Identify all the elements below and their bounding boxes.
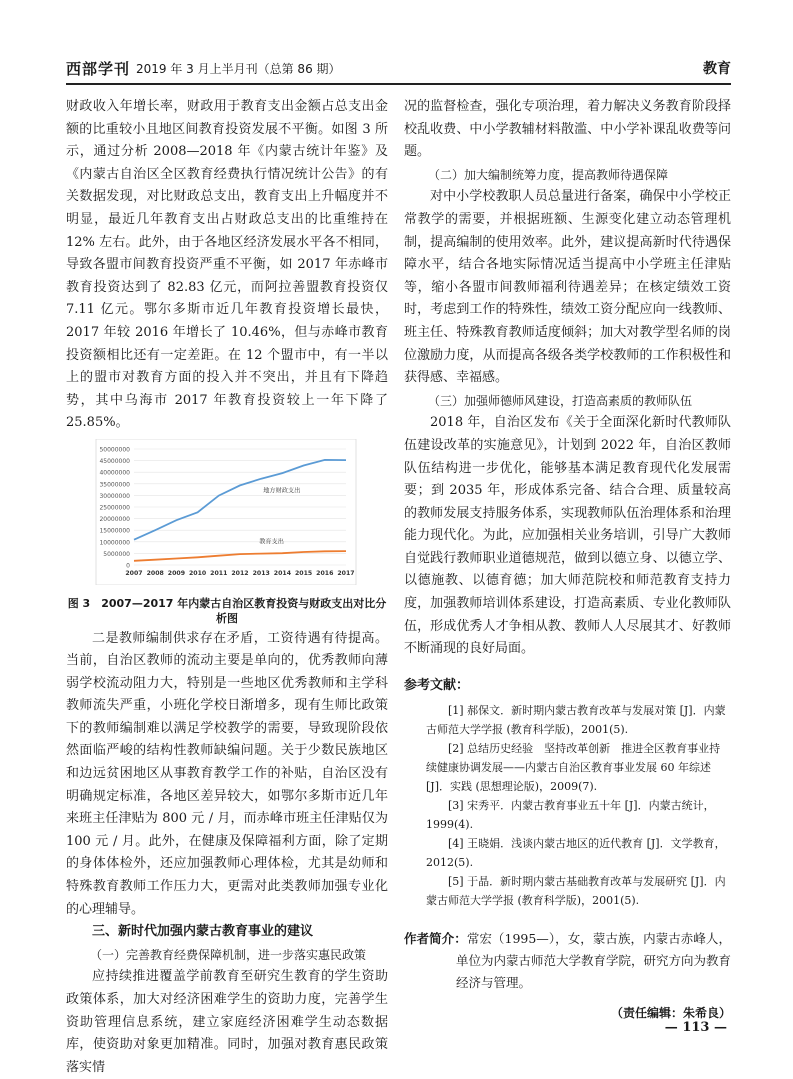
reference-item: [5] 于晶．新时期内蒙古基础教育改革与发展研究 [J]．内蒙古师范大学学报 (教育科学版)，2001(5).	[426, 875, 726, 908]
left-column	[66, 96, 388, 1079]
subsection-heading: （三）加强师德师风建设，打造高素质的教师队伍	[428, 393, 693, 408]
paragraph: 财政收入年增长率，财政用于教育支出金额占总支出金额的比重较小且地区间教育投资发展不平衡。如图 3 所示，通过分析 2008—2018 年《内蒙古统计年鉴》及《内蒙古自治区全区教育经费执行情况统计公告》的有关数据发现，对比财政总支出，教育支出上升幅度并不明显，最近几年教育支出占财政总支出的比重维持在 12% 左右。此外，由于各地区经济发展水平各不相同，导致各盟市间教育投资严重不平衡，如 2017 年赤峰市教育投资达到了 82.83 亿元，而阿拉善盟教育投资仅 7.11 亿元。鄂尔多斯市近几年教育投资增长最快，2017 年较 2016 年增长了 10.46%，但与赤峰市教育投资额相比还有一定差距。在 12 个盟市中，有一半以上的盟市对教育方面的投入并不突出，并且有下降趋势，其中乌海市 2017 年教育投资较上一年下降了 25.85%。	[66, 99, 388, 431]
x-tick-label: 2015	[294, 569, 313, 577]
y-tick-label: 30000000	[99, 492, 130, 500]
paragraph: 对中小学校教职人员总量进行备案，确保中小学校正常教学的需要，并根据班额、生源变化建立动态管理机制，提高编制的使用效率。此外，建议提高新时代待遇保障水平，结合各地实际情况适当提高中小学班主任津贴等，缩小各盟市间教师福利待遇差异；在核定绩效工资时，考虑到工作的特殊性，绩效工资分配应向一线教师、班主任、特殊教育教师适度倾斜；加大对教学型名师的岗位激励力度，从而提高各级各类学校教师的工作积极性和获得感、幸福感。	[404, 189, 731, 386]
reference-item: [4] 王晓娟．浅谈内蒙古地区的近代教育 [J]．文学教育，2012(5).	[426, 837, 726, 870]
reference-item: [3] 宋秀平．内蒙古教育事业五十年 [J]．内蒙古统计，1999(4).	[426, 799, 715, 832]
y-tick-label: 0	[126, 562, 130, 570]
page-number: — 113 —	[664, 1020, 727, 1035]
references-list	[404, 701, 731, 910]
y-tick-label: 20000000	[99, 516, 130, 524]
subsection-heading: （一）完善教育经费保障机制，进一步落实惠民政策	[90, 947, 367, 962]
y-tick-label: 45000000	[99, 458, 130, 466]
x-tick-label: 2007	[125, 569, 143, 577]
y-tick-label: 40000000	[99, 469, 130, 477]
series-label: 地方财政支出	[263, 487, 301, 495]
series-label: 教育支出	[259, 538, 284, 546]
x-tick-label: 2016	[316, 569, 334, 577]
references-title: 参考文献：	[404, 677, 470, 693]
y-tick-label: 35000000	[99, 481, 130, 489]
x-tick-label: 2017	[337, 569, 355, 577]
paragraph: 应持续推进覆盖学前教育至研究生教育的学生资助政策体系，加大对经济困难学生的资助力度，完善学生资助管理信息系统，建立家庭经济困难学生动态数据库，使资助对象更加精准。同时，加强对教育惠民政策落实情	[66, 969, 388, 1075]
x-tick-label: 2012	[231, 569, 249, 577]
x-tick-label: 2010	[188, 569, 207, 577]
x-tick-label: 2013	[252, 569, 270, 577]
header-rule	[66, 83, 731, 85]
y-tick-label: 5000000	[103, 550, 130, 558]
x-tick-label: 2008	[146, 569, 164, 577]
x-tick-label: 2014	[273, 569, 292, 577]
page-header	[66, 58, 731, 80]
author-bio-label: 作者简介：	[404, 931, 467, 947]
figure-caption: 图 3 2007—2017 年内蒙古自治区教育投资与财政支出对比分析图	[67, 596, 387, 625]
y-tick-label: 25000000	[99, 504, 130, 512]
author-bio	[404, 928, 731, 994]
line-chart	[66, 439, 388, 585]
section-heading: 三、新时代加强内蒙古教育事业的建议	[92, 924, 314, 940]
reference-item: [2] 总结历史经验 坚持改革创新 推进全区教育事业持续健康协调发展——内蒙古自治区教育事业发展 60 年综述 [J]．实践 (思想理论版)，2009(7).	[426, 742, 721, 794]
section-name: 教育	[703, 61, 731, 77]
paragraph: 况的监督检查，强化专项治理，着力解决义务教育阶段择校乱收费、中小学教辅材料散滥、中小学补课乱收费等问题。	[404, 99, 731, 160]
paragraph: 二是教师编制供求存在矛盾，工资待遇有待提高。当前，自治区教师的流动主要是单向的，优秀教师向薄弱学校流动阻力大，特别是一些地区优秀教师和主学科教师流失严重，小班化学校日渐增多，现有生师比政策下的教师编制难以满足学校教学的需要，导致现阶段依然面临严峻的结构性教师缺编问题。关于少数民族地区和边远贫困地区从事教育教学工作的补贴，自治区没有明确规定标准，各地区差异较大，如鄂尔多斯市近几年来班主任津贴为 800 元 / 月，而赤峰市班主任津贴仅为 100 元 / 月。此外，在健康及保障福利方面，除了定期的身体体检外，还应加强教师心理体检，尤其是幼师和特殊教育教师工作压力大，更需对此类教师加强专业化的心理辅导。	[66, 630, 388, 917]
author-bio-text: 常宏（1995—），女，蒙古族，内蒙古赤峰人，单位为内蒙古师范大学教育学院，研究方向为教育经济与管理。	[456, 931, 732, 991]
paragraph: 2018 年，自治区发布《关于全面深化新时代教师队伍建设改革的实施意见》，计划到 2022 年，自治区教师队伍结构进一步优化，能够基本满足教育现代化发展需要；到 2035 年，形成体系完备、结合合理、质量较高的教师发展支持服务体系，实现教师队伍治理体系和治理能力现代化。为此，应加强相关业务培训，引导广大教师自觉践行教师职业道德规范，做到以德立身、以德立学、以德施教、以德育德；加大师范院校和师范教育支持力度，加强教师培训体系建设，打造高素质、专业化教师队伍，形成优秀人才争相从教、教师人人尽展其才、好教师不断涌现的良好局面。	[404, 415, 731, 657]
y-tick-label: 10000000	[99, 539, 130, 547]
y-tick-label: 50000000	[99, 446, 130, 454]
reference-item: [1] 郝保文．新时期内蒙古教育改革与发展对策 [J]．内蒙古师范大学学报 (教育科学版)，2001(5).	[426, 704, 726, 737]
right-column	[404, 96, 731, 1025]
responsible-editor: （责任编辑：朱希良）	[610, 1006, 731, 1021]
x-tick-label: 2009	[167, 569, 186, 577]
journal-logo: 西部学刊	[66, 60, 131, 78]
subsection-heading: （二）加大编制统筹力度，提高教师待遇保障	[428, 167, 669, 182]
x-tick-label: 2011	[210, 569, 228, 577]
figure-3	[66, 439, 388, 626]
y-tick-label: 15000000	[99, 527, 130, 535]
issue-info: 2019 年 3 月上半月刊（总第 86 期）	[136, 62, 341, 76]
